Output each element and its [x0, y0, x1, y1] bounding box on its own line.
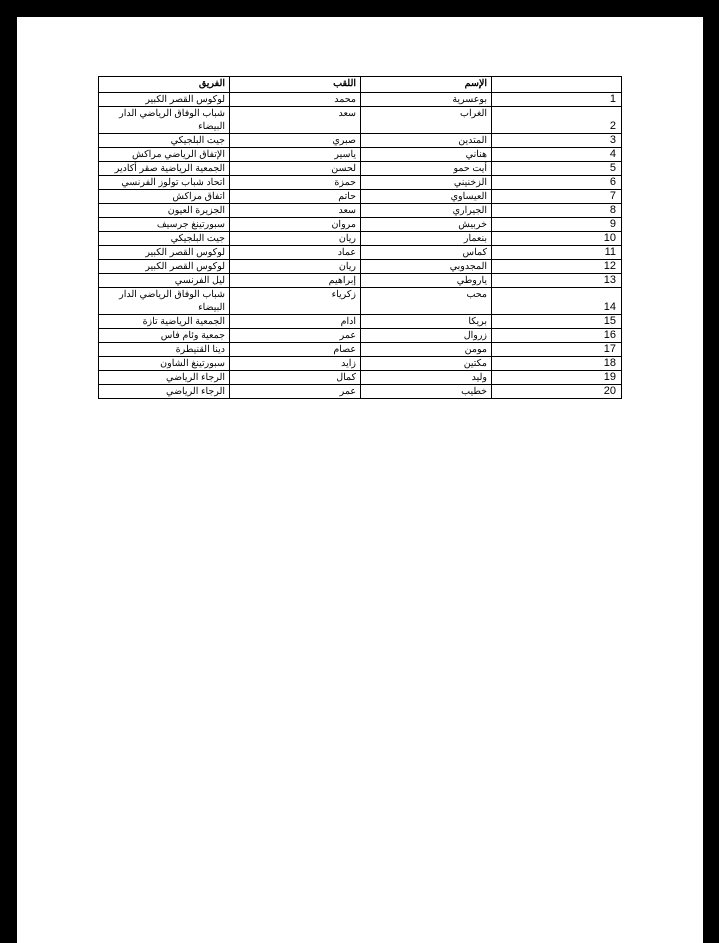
number-cell: 15 — [492, 315, 622, 329]
name-cell: كماس — [361, 246, 492, 260]
number-cell: 8 — [492, 204, 622, 218]
number-cell: 3 — [492, 134, 622, 148]
name-cell: ياروطي — [361, 274, 492, 288]
nickname-cell: كمال — [230, 371, 361, 385]
number-cell: 1 — [492, 93, 622, 107]
number-cell: 14 — [492, 288, 622, 315]
name-cell: بريكا — [361, 315, 492, 329]
number-cell: 11 — [492, 246, 622, 260]
number-cell: 4 — [492, 148, 622, 162]
name-cell: محب — [361, 288, 492, 315]
table-row — [99, 204, 622, 218]
name-cell: الغراب — [361, 107, 492, 134]
nickname-cell: عصام — [230, 343, 361, 357]
header-nickname: اللقب — [230, 77, 361, 93]
nickname-cell: سعد — [230, 107, 361, 134]
number-cell: 7 — [492, 190, 622, 204]
team-cell: الجمعية الرياضية تازة — [99, 315, 230, 329]
table-row — [99, 385, 622, 399]
table-row — [99, 371, 622, 385]
name-cell: هناني — [361, 148, 492, 162]
nickname-cell: عماد — [230, 246, 361, 260]
number-cell: 19 — [492, 371, 622, 385]
number-cell: 2 — [492, 107, 622, 134]
team-cell: لوكوس القصر الكبير — [99, 246, 230, 260]
team-cell: لوكوس القصر الكبير — [99, 93, 230, 107]
name-cell: خربيش — [361, 218, 492, 232]
team-cell: اتحاد شباب تولوز الفرنسي — [99, 176, 230, 190]
table-row — [99, 246, 622, 260]
table-header-row — [99, 77, 622, 93]
table-row — [99, 315, 622, 329]
nickname-cell: إبراهيم — [230, 274, 361, 288]
nickname-cell: عمر — [230, 329, 361, 343]
name-cell: زروال — [361, 329, 492, 343]
nickname-cell: ريان — [230, 232, 361, 246]
header-number — [492, 77, 622, 93]
nickname-cell: ريان — [230, 260, 361, 274]
number-cell: 18 — [492, 357, 622, 371]
nickname-cell: زكرياء — [230, 288, 361, 315]
team-cell: الرجاء الرياضي — [99, 371, 230, 385]
table-row — [99, 107, 622, 134]
team-cell: جمعية وئام فاس — [99, 329, 230, 343]
table-row — [99, 134, 622, 148]
table-row — [99, 288, 622, 315]
team-cell: جيت البلجيكي — [99, 232, 230, 246]
team-cell: سبورتينغ الشاون — [99, 357, 230, 371]
table-row — [99, 343, 622, 357]
name-cell: بنعمار — [361, 232, 492, 246]
table-row — [99, 190, 622, 204]
name-cell: مكتين — [361, 357, 492, 371]
team-cell: الجزيرة العيون — [99, 204, 230, 218]
nickname-cell: ادام — [230, 315, 361, 329]
team-cell: الإتفاق الرياضي مراكش — [99, 148, 230, 162]
table-row — [99, 218, 622, 232]
team-cell: دينا القنيطرة — [99, 343, 230, 357]
table-row — [99, 176, 622, 190]
team-cell: لوكوس القصر الكبير — [99, 260, 230, 274]
number-cell: 13 — [492, 274, 622, 288]
table-row — [99, 329, 622, 343]
number-cell: 17 — [492, 343, 622, 357]
name-cell: الجيراري — [361, 204, 492, 218]
number-cell: 6 — [492, 176, 622, 190]
number-cell: 12 — [492, 260, 622, 274]
table-row — [99, 148, 622, 162]
table-row — [99, 274, 622, 288]
name-cell: بوعسرية — [361, 93, 492, 107]
team-cell: جيت البلجيكي — [99, 134, 230, 148]
nickname-cell: لحسن — [230, 162, 361, 176]
table-row — [99, 260, 622, 274]
name-cell: وليد — [361, 371, 492, 385]
nickname-cell: سعد — [230, 204, 361, 218]
document-page — [17, 17, 703, 943]
name-cell: المجدوبي — [361, 260, 492, 274]
name-cell: المتدين — [361, 134, 492, 148]
table-row — [99, 357, 622, 371]
header-team: الفريق — [99, 77, 230, 93]
nickname-cell: ياسير — [230, 148, 361, 162]
team-cell: الجمعية الرياضية صقر أكادير — [99, 162, 230, 176]
team-cell: اتفاق مراكش — [99, 190, 230, 204]
name-cell: خطيب — [361, 385, 492, 399]
table-row — [99, 162, 622, 176]
number-cell: 5 — [492, 162, 622, 176]
team-cell: ليل الفرنسي — [99, 274, 230, 288]
nickname-cell: حاتم — [230, 190, 361, 204]
header-name: الإسم — [361, 77, 492, 93]
number-cell: 9 — [492, 218, 622, 232]
number-cell: 20 — [492, 385, 622, 399]
name-cell: مومن — [361, 343, 492, 357]
number-cell: 10 — [492, 232, 622, 246]
name-cell: الزخنيني — [361, 176, 492, 190]
nickname-cell: مروان — [230, 218, 361, 232]
team-cell: سبورتينغ جرسيف — [99, 218, 230, 232]
nickname-cell: محمد — [230, 93, 361, 107]
table-row — [99, 232, 622, 246]
nickname-cell: زايد — [230, 357, 361, 371]
nickname-cell: حمزة — [230, 176, 361, 190]
name-cell: أيت حمو — [361, 162, 492, 176]
nickname-cell: عمر — [230, 385, 361, 399]
team-cell: الرجاء الرياضي — [99, 385, 230, 399]
team-cell: شباب الوفاق الرياضي الدار البيضاء — [99, 107, 230, 134]
nickname-cell: صبري — [230, 134, 361, 148]
number-cell: 16 — [492, 329, 622, 343]
players-table — [98, 76, 622, 399]
name-cell: العيساوي — [361, 190, 492, 204]
team-cell: شباب الوفاق الرياضي الدار البيضاء — [99, 288, 230, 315]
table-row — [99, 93, 622, 107]
